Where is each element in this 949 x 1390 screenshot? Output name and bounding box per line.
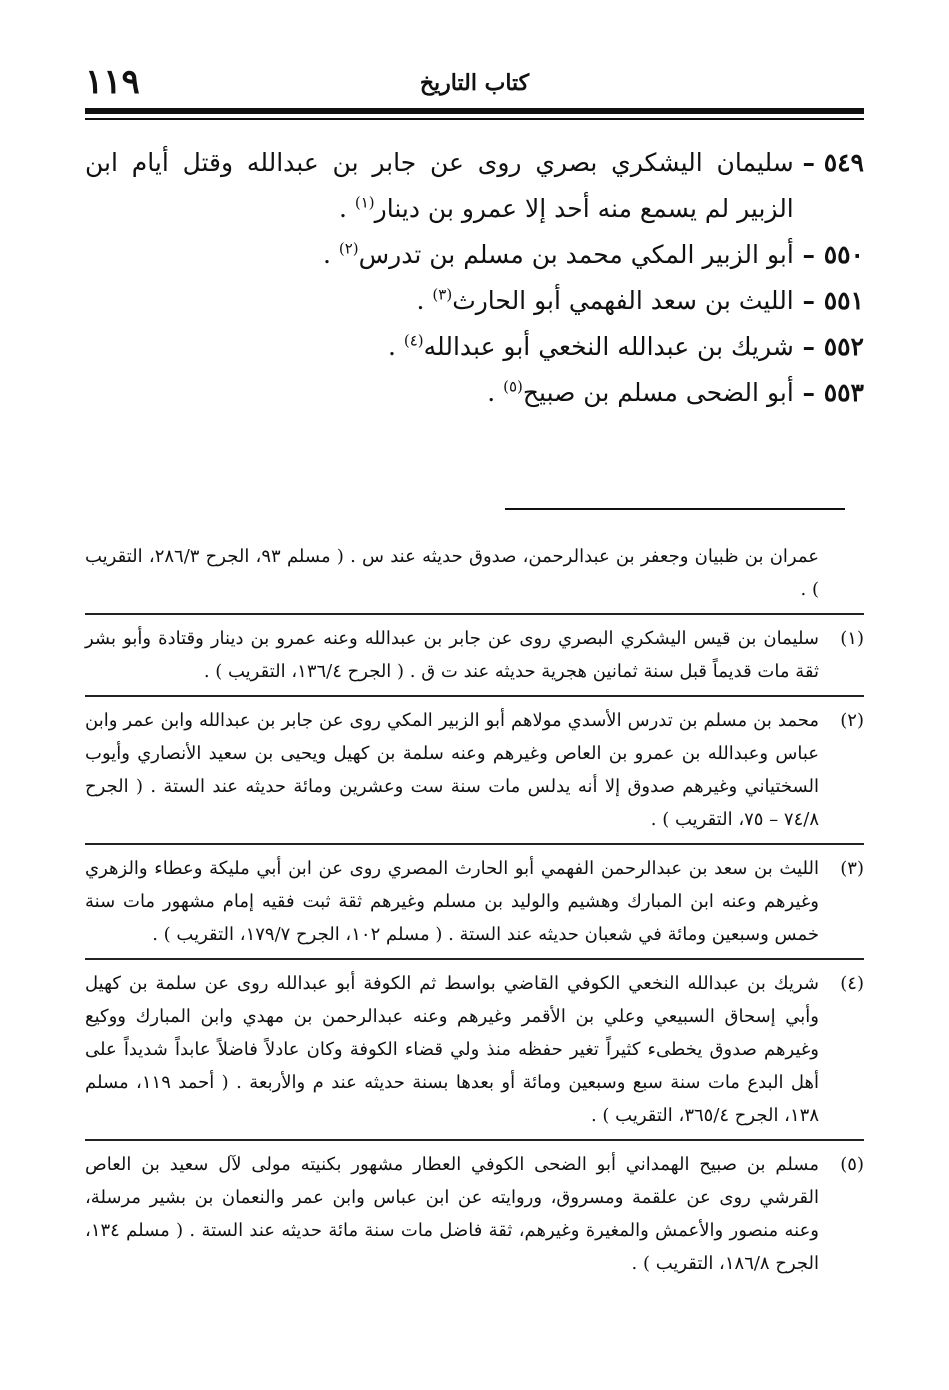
footnote-text: محمد بن مسلم بن تدرس الأسدي مولاهم أبو الزبير المكي روى عن جابر بن عبدالله وابن عمر وابن عباس وعبدالله بن عمرو بن العاص وغيرهم وعنه سلمة بن كهيل ويحيى بن سعيد الأنصاري وأيوب السختياني وغيرهم صدوق إلا أنه يدلس مات سنة ست وعشرين ومائة حديثه عند الستة . ( الجرح ٧٤/٨ – ٧٥، التقريب ) . [85,710,819,830]
footnote-marker[interactable]: (٥) [503,377,523,396]
narrator-entry [85,278,864,324]
footnote-marker[interactable]: (٤) [403,331,424,350]
entry-number: ٥٥٢ – [802,332,864,361]
entry-text: سليمان اليشكري بصري روى عن جابر بن عبدالله وقتل أيام ابن الزبير لم يسمع منه أحد إلا عمرو بن دينار$^{(١)}$ . [85,148,794,223]
entry-text: أبو الضحى مسلم بن صبيح$^{(٥)}$ . [487,377,794,407]
entry-number: ٥٤٩ – [802,148,864,177]
narrator-entries [85,140,864,416]
header-rule-thick [85,108,864,114]
footnote-continuation: عمران بن ظبيان وجعفر بن عبدالرحمن، صدوق حديثه عند س . ( مسلم ٩٣، الجرح ٢٨٦/٣، التقريب ) . [85,546,819,600]
page-number: ١١٩ [85,62,140,102]
footnote-text: سليمان بن قيس اليشكري البصري روى عن جابر بن عبدالله وعنه عمرو بن دينار وقتادة وأبو بشر ثقة مات قديماً قبل سنة ثمانين هجرية حديثه عند ت ق . ( الجرح ١٣٦/٤، التقريب ) . [85,628,819,682]
footnote-text: مسلم بن صبيح الهمداني أبو الضحى الكوفي العطار مشهور بكنيته مولى لآل سعيد بن العاص القرشي روى عن علقمة ومسروق، وروايته عن ابن عباس وابن عمر والنعمان بن بشير مرسلة، وعنه منصور والأعمش والمغيرة وغيرهم، ثقة فاضل مات سنة مائة حديثه عند الستة . ( مسلم ١٣٤، الجرح ١٨٦/٨، التقريب ) . [85,1154,819,1274]
footnote-divider [85,958,864,960]
narrator-entry [85,370,864,416]
entry-number: ٥٥٣ – [802,378,864,407]
entry-number: ٥٥٠ – [802,240,864,269]
footnote-divider [85,695,864,697]
footnote-marker[interactable]: (٢) [338,239,359,258]
footnote-marker[interactable]: (٣) [432,285,453,304]
entry-text: الليث بن سعد الفهمي أبو الحارث$^{(٣)}$ . [416,285,794,315]
footnote-text: شريك بن عبدالله النخعي الكوفي القاضي بواسط ثم الكوفة أبو عبدالله روى عن سلمة بن كهيل وأبي إسحاق السبيعي وعلي بن الأقمر وغيرهم وعنه عبدالرحمن بن مهدي وابن المبارك ووكيع وغيرهم صدوق يخطىء كثيراً تغير حفظه منذ ولي قضاء الكوفة وكان عادلاً فاضلاً عابداً شديداً على أهل البدع مات سنة سبع وسبعين ومائة أو بعدها بسنة حديثه عند م والأربعة . ( أحمد ١١٩، مسلم ١٣٨، الجرح ٣٦٥/٤، التقريب ) . [85,973,819,1126]
entry-text: شريك بن عبدالله النخعي أبو عبدالله$^{(٤)}$ . [387,331,794,361]
footnote-number: (٢) [840,710,864,731]
footnote-marker[interactable]: (١) [354,193,375,212]
footnote-divider [85,613,864,615]
book-title: كتاب التاريخ [419,70,530,96]
running-header [85,62,864,102]
narrator-entry [85,232,864,278]
footnotes [85,540,864,1280]
footnote [85,852,864,951]
footnote-number: (٥) [840,1154,864,1175]
footnote-number: (٣) [840,858,864,879]
narrator-entry [85,324,864,370]
footnote-number: (١) [840,628,864,649]
footnote-separator [505,508,845,510]
narrator-entry [85,140,864,232]
footnote-divider [85,1139,864,1141]
entry-number: ٥٥١ – [802,286,864,315]
footnote-number: (٤) [840,973,864,994]
footnote-divider [85,843,864,845]
footnote [85,1148,864,1280]
entry-text: أبو الزبير المكي محمد بن مسلم بن تدرس$^{(٢)}$ . [322,239,794,269]
footnote [85,704,864,836]
footnote [85,622,864,688]
footnote-text: الليث بن سعد بن عبدالرحمن الفهمي أبو الحارث المصري روى عن ابن أبي مليكة وعطاء والزهري وغيرهم وعنه ابن المبارك وهشيم والوليد بن مسلم وغيرهم ثقة ثبت فقيه إمام مشهور مات سنة خمس وسبعين ومائة في شعبان حديثه عند الستة . ( مسلم ١٠٢، الجرح ١٧٩/٧، التقريب ) . [85,858,819,945]
footnote [85,967,864,1132]
header-rule-thin [85,118,864,120]
